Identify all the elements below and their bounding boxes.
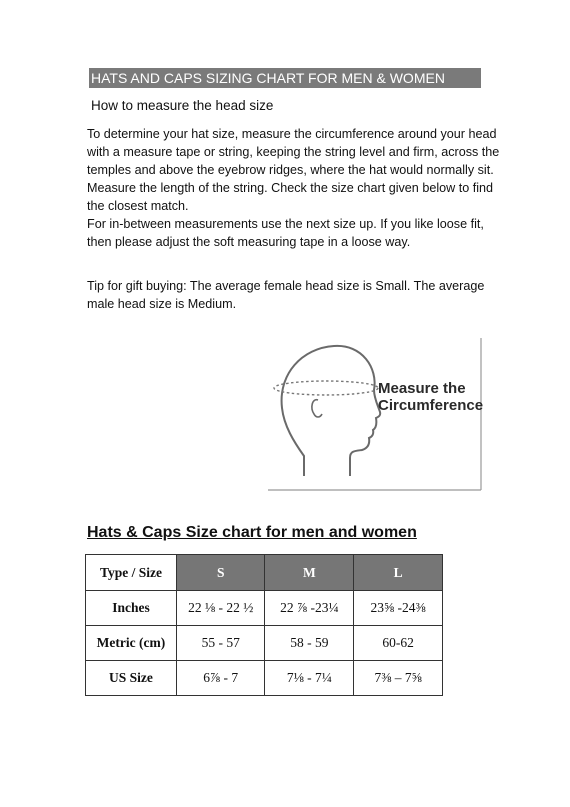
size-chart-heading: Hats & Caps Size chart for men and women	[87, 524, 417, 541]
instructions-paragraph: To determine your hat size, measure the circumference around your head with a measure tape or string, keeping the string level and firm, across the temples and above the eyebrow ridges, where the hat would normally sit. Measure the length of the string. Check the size chart given below to find the closest match.	[87, 127, 500, 213]
size-column-s: S	[176, 555, 265, 591]
measure-figure	[266, 338, 483, 493]
figure-caption-line-1: Measure the	[378, 380, 466, 397]
table-cell: 60-62	[354, 626, 443, 661]
table-header-row	[86, 555, 443, 591]
head-profile-icon	[266, 338, 483, 493]
gift-tip-paragraph: Tip for gift buying: The average female head size is Small. The average male head size is Medium.	[87, 279, 485, 311]
table-cell: 6⅞ - 7	[176, 661, 265, 696]
table-cell: 22 ⅛ - 22 ½	[176, 591, 265, 626]
type-size-header: Type / Size	[86, 555, 177, 591]
size-table	[85, 554, 443, 696]
section-subtitle: How to measure the head size	[91, 98, 274, 113]
fit-advice-paragraph: For in-between measurements use the next size up. If you like loose fit, then please adjust the soft measuring tape in a loose way.	[87, 217, 484, 249]
table-cell: 55 - 57	[176, 626, 265, 661]
row-label-metric: Metric (cm)	[86, 626, 177, 661]
row-label-inches: Inches	[86, 591, 177, 626]
table-cell: 7⅜ – 7⅝	[354, 661, 443, 696]
table-cell: 7⅛ - 7¼	[265, 661, 354, 696]
size-column-m: M	[265, 555, 354, 591]
table-row	[86, 591, 443, 626]
figure-caption-line-2: Circumference	[378, 397, 483, 414]
table-cell: 23⅝ -24⅜	[354, 591, 443, 626]
size-column-l: L	[354, 555, 443, 591]
table-cell: 22 ⅞ -23¼	[265, 591, 354, 626]
table-row	[86, 626, 443, 661]
table-cell: 58 - 59	[265, 626, 354, 661]
row-label-us-size: US Size	[86, 661, 177, 696]
table-row	[86, 661, 443, 696]
page-title: HATS AND CAPS SIZING CHART FOR MEN & WOMEN	[89, 68, 481, 88]
